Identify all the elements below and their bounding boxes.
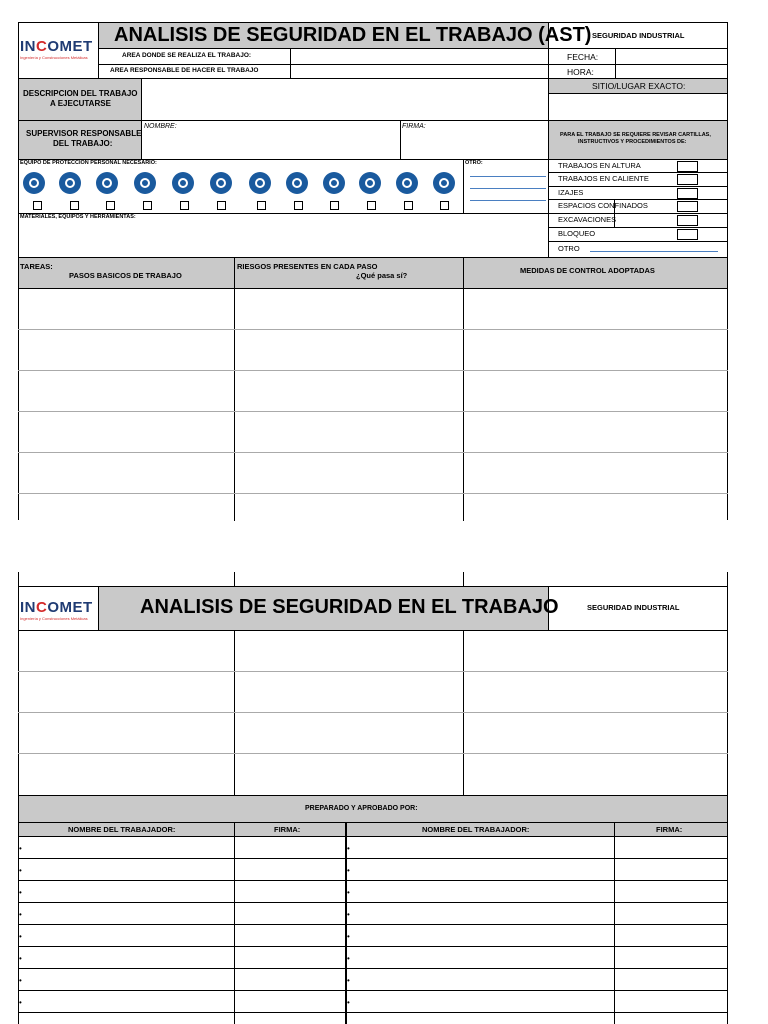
ppe-checkbox-10[interactable]	[367, 201, 376, 210]
check-trabajos-caliente-box[interactable]	[677, 174, 698, 185]
signature-row[interactable]	[19, 925, 727, 946]
firma-label: FIRMA:	[402, 123, 426, 130]
signature-row-bullet: •	[347, 998, 350, 1007]
hora-field[interactable]	[616, 65, 726, 78]
task-row[interactable]	[19, 713, 727, 753]
materiales-label: MATERIALES, EQUIPOS Y HERRAMIENTAS:	[20, 214, 136, 220]
supervisor-label-1: SUPERVISOR RESPONSABLE	[26, 129, 142, 138]
respirator-icon	[96, 172, 118, 194]
materiales-field[interactable]	[19, 223, 547, 256]
signature-row[interactable]	[19, 947, 727, 968]
ppe-checkbox-2[interactable]	[70, 201, 79, 210]
descripcion-field[interactable]	[142, 79, 547, 120]
supervisor-label-2: DEL TRABAJO:	[53, 139, 113, 148]
que-pasa-header: ¿Qué pasa sí?	[356, 271, 408, 280]
glove-icon	[134, 172, 156, 194]
area-where-field[interactable]	[291, 49, 547, 63]
signature-row-bullet: •	[19, 998, 22, 1007]
task-row[interactable]	[19, 631, 727, 671]
signature-row[interactable]	[19, 903, 727, 924]
signature-row-bullet: •	[347, 844, 350, 853]
ppe-checkbox-9[interactable]	[330, 201, 339, 210]
signature-row[interactable]	[19, 859, 727, 880]
task-row[interactable]	[19, 672, 727, 712]
page2-title: ANALISIS DE SEGURIDAD EN EL TRABAJO	[140, 596, 559, 618]
check-otro-field[interactable]	[590, 251, 718, 252]
fecha-field[interactable]	[616, 49, 726, 63]
revisar-label-1: PARA EL TRABAJO SE REQUIERE REVISAR CARTILLAS,	[560, 132, 711, 138]
logo-wordmark: INCOMET	[20, 599, 93, 616]
check-excavaciones: EXCAVACIONES	[558, 215, 617, 224]
descripcion-label-1: DESCRIPCION DEL TRABAJO	[23, 89, 138, 98]
ppe-checkbox-3[interactable]	[106, 201, 115, 210]
pasos-header: PASOS BASICOS DE TRABAJO	[69, 271, 182, 280]
area-responsible-field[interactable]	[291, 65, 547, 78]
revisar-label-2: INSTRUCTIVOS Y PROCEDIMIENTOS DE:	[578, 139, 687, 145]
signature-row[interactable]	[19, 991, 727, 1012]
supervisor-nombre-field[interactable]	[142, 131, 398, 159]
face-mask-icon	[210, 172, 232, 194]
signature-row-bullet: •	[19, 866, 22, 875]
check-trabajos-altura-box[interactable]	[677, 161, 698, 172]
task-row[interactable]	[19, 754, 727, 794]
fecha-label: FECHA:	[567, 52, 599, 62]
ppe-checkbox-8[interactable]	[294, 201, 303, 210]
page1-right-border	[727, 22, 728, 520]
hand-protection-icon	[396, 172, 418, 194]
signature-row-bullet: •	[347, 910, 350, 919]
check-trabajos-altura: TRABAJOS EN ALTURA	[558, 161, 641, 170]
sitio-field[interactable]	[549, 94, 727, 119]
signature-row-bullet: •	[347, 976, 350, 985]
otro-epp-label: OTRO:	[465, 160, 483, 166]
ppe-checkbox-12[interactable]	[440, 201, 449, 210]
firma-header-2: FIRMA:	[656, 825, 683, 834]
task-row[interactable]	[19, 289, 727, 329]
signature-row-bullet: •	[19, 932, 22, 941]
preparado-label: PREPARADO Y APROBADO POR:	[305, 805, 418, 812]
harness-icon	[323, 172, 345, 194]
worker-suit-icon	[249, 172, 271, 194]
signature-row[interactable]	[19, 837, 727, 858]
task-row[interactable]	[19, 371, 727, 411]
signature-row-bullet: •	[347, 866, 350, 875]
logo	[20, 38, 98, 68]
signature-row-bullet: •	[347, 954, 350, 963]
medidas-header: MEDIDAS DE CONTROL ADOPTADAS	[520, 266, 655, 275]
signature-row-bullet: •	[347, 888, 350, 897]
safety-glasses-icon	[286, 172, 308, 194]
check-izajes-box[interactable]	[677, 188, 698, 199]
epp-label: EQUIPO DE PROTECCION PERSONAL NECESARIO:	[20, 160, 157, 166]
ppe-checkbox-1[interactable]	[33, 201, 42, 210]
task-row[interactable]	[19, 412, 727, 452]
signature-row[interactable]	[19, 881, 727, 902]
riesgos-header: RIESGOS PRESENTES EN CADA PASO	[237, 262, 378, 271]
face-shield-icon	[359, 172, 381, 194]
signature-row-bullet: •	[19, 888, 22, 897]
signature-row-bullet: •	[347, 932, 350, 941]
logo-tagline: Ingeniería y Construcciones Metálicas	[20, 616, 88, 621]
signature-row-bullet: •	[19, 954, 22, 963]
signature-row[interactable]	[19, 969, 727, 990]
ppe-checkbox-7[interactable]	[257, 201, 266, 210]
ppe-checkbox-4[interactable]	[143, 201, 152, 210]
check-trabajos-caliente: TRABAJOS EN CALIENTE	[558, 174, 649, 183]
ear-protection-icon	[172, 172, 194, 194]
nombre-trabajador-header-1: NOMBRE DEL TRABAJADOR:	[68, 825, 176, 834]
boot-icon	[59, 172, 81, 194]
ppe-checkbox-6[interactable]	[217, 201, 226, 210]
supervisor-firma-field[interactable]	[401, 131, 547, 159]
signature-row-bullet: •	[19, 844, 22, 853]
hora-label: HORA:	[567, 67, 594, 77]
safety-boot-icon	[433, 172, 455, 194]
task-row[interactable]	[19, 453, 727, 493]
check-izajes: IZAJES	[558, 188, 584, 197]
check-bloqueo: BLOQUEO	[558, 229, 596, 238]
check-excavaciones-box[interactable]	[677, 215, 698, 226]
check-espacios-confinados-box[interactable]	[677, 201, 698, 212]
firma-header-1: FIRMA:	[274, 825, 301, 834]
nombre-label: NOMBRE:	[144, 123, 177, 130]
helmet-icon	[23, 172, 45, 194]
department-label-page2: SEGURIDAD INDUSTRIAL	[587, 603, 680, 612]
tareas-label: TAREAS:	[20, 262, 53, 271]
signature-row-bullet: •	[19, 976, 22, 985]
otro-epp-field[interactable]	[464, 168, 547, 212]
check-bloqueo-box[interactable]	[677, 229, 698, 240]
logo-page2	[20, 599, 98, 629]
department-label: SEGURIDAD INDUSTRIAL	[592, 31, 685, 40]
signature-row-bullet: •	[19, 910, 22, 919]
sitio-label: SITIO/LUGAR EXACTO:	[592, 81, 686, 91]
ppe-checkbox-11[interactable]	[404, 201, 413, 210]
nombre-trabajador-header-2: NOMBRE DEL TRABAJADOR:	[422, 825, 530, 834]
check-otro: OTRO	[558, 244, 580, 253]
logo-wordmark: INCOMET	[20, 38, 93, 55]
logo-tagline: Ingeniería y Construcciones Metálicas	[20, 55, 88, 60]
area-responsible-label: AREA RESPONSABLE DE HACER EL TRABAJO	[110, 67, 259, 74]
descripcion-label-2: A EJECUTARSE	[50, 99, 111, 108]
page-title: ANALISIS DE SEGURIDAD EN EL TRABAJO (AST)	[114, 24, 592, 46]
check-espacios-confinados: ESPACIOS CONFINADOS	[558, 201, 648, 210]
ppe-checkbox-5[interactable]	[180, 201, 189, 210]
area-where-label: AREA DONDE SE REALIZA EL TRABAJO:	[122, 52, 252, 59]
task-row[interactable]	[19, 330, 727, 370]
